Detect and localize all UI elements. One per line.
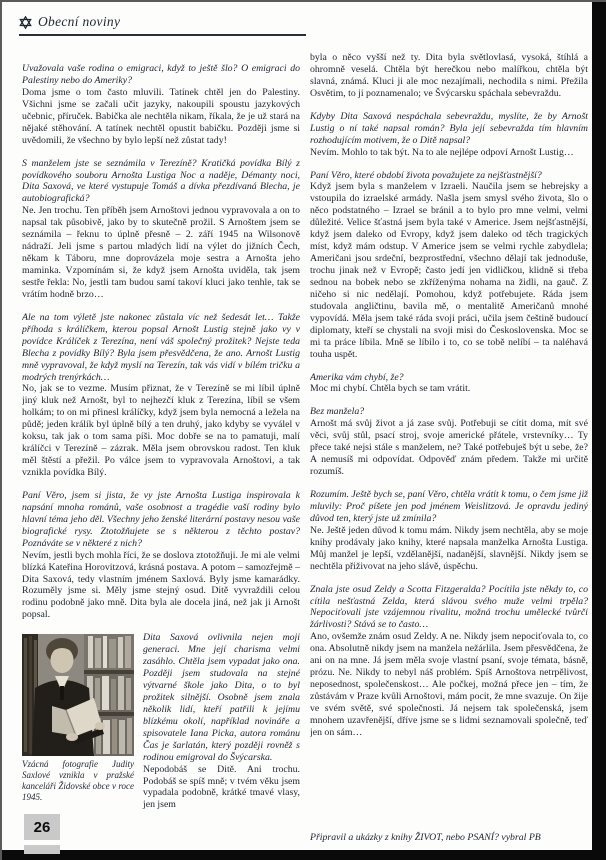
interview-question: Znala jste osud Zeldy a Scotta Fitzgeralda? Pocítila jste někdy to, co cítila nešťastná Zelda, která slávou svého muže velmi trpěla? Nepociťovali jste vzájemnou rivalitu, možná trochu umělecké tvůrčí žárlivosti? Stává se to často… <box>310 583 588 631</box>
interview-answer: Arnošt má svůj život a já zase svůj. Potřebuji se cítit doma, mít své věci, svůj stůl, psací stroj, svoje americké přátele, vrstevníky… Ty přece také nejsi stále s manželem, ne? Také potřebuješ být u sebe, že? A nemusíš mi odpovídat. Odpověď znám předem. Takže mi určitě rozumíš. <box>310 418 588 478</box>
photo-judita-saxlova <box>22 634 134 802</box>
right-column <box>310 52 588 846</box>
interview-answer: Nepodobáš se Ditě. Ani trochu. Podobáš se spíš mně; v tvém věku jsem vypadala podobně, krátké tmavé vlasy, jen jsem <box>143 763 300 811</box>
page-header <box>19 14 306 36</box>
interview-answer: Ano, ovšemže znám osud Zeldy. A ne. Nikdy jsem nepociťovala to, co ona. Absolutně nikdy jsem na manžela nežárlila. Jsem přesvědčena, že ani on na mne. Já jsem měla svoje vlastní psaní, svoje témata, básně, prózu. Ne. Nikdy to nebyl náš problém. Spíš Arnoštova netrpělivost, neposednost, společenskost… Ale počkej, možná přece jen – tím, že zůstávám v Praze kvůli Arnoštovi, mám pocit, že mne svazuje. On žije ve svém světě, své společnosti. Já nejsem tak společenská, jsem mnohem uzavřenější, dříve jsme se s lidmi seznamovali společně, teď jen on sám… <box>310 631 588 738</box>
photo-caption: Vzácná fotografie Judity Saxlové vznikla v pražské kanceláři Židovské obce v roce 1945. <box>22 759 134 802</box>
page-number-strip <box>24 845 60 854</box>
interview-answer: Ne. Jen trochu. Ten příběh jsem Arnoštovi jednou vypravovala a on to napsal tak působivě, jako by to skutečně prožil. S Arnoštem jsem se seznámila – řeknu to úplně přesně – 2. září 1945 na Wilsonově nádraží. Jeli jsme s partou mladých lidí na výlet do jižních Čech, někam k Táboru, mne doprovázela moje sestra a Arnošta jeho maminka. Vzpomínám si, že když jsem Arnošta uviděla, tak jsem sestře řekla: No, jestli tam budou samí takoví kluci jako tenhle, tak se vrátím hodně brzo… <box>22 205 300 300</box>
interview-question: Kdyby Dita Saxová nespáchala sebevraždu, myslíte, že by Arnošt Lustig o ní také napsal román? Byla její sebevražda tím hlavním rozhodujícím motivem, že o Ditě napsal? <box>310 110 588 146</box>
interview-question: Amerika vám chybí, že? <box>310 371 404 383</box>
star-of-david-icon <box>19 16 32 29</box>
article-body <box>22 52 588 846</box>
interview-answer: Doma jsme o tom často mluvili. Tatínek chtěl jen do Palestiny. Všichni jsme se začali učit jazyky, nakoupili spoustu jazykových učebnic, příruček. Babička ale nechtěla nikam, říkala, že je už stará na nějaké stěhování. A tatínek nechtěl opustit babičku. Později jsme si uvědomili, že všechno by bylo lepší než zůstat tady! <box>22 86 300 146</box>
credit-line: Připravil a ukázky z knihy ŽIVOT, nebo PSANÍ? vybral PB <box>310 832 541 844</box>
page-title: Obecní noviny <box>38 14 121 29</box>
interview-question: Uvažovala vaše rodina o emigraci, když to ještě šlo? O emigraci do Palestiny nebo do Ameriky? <box>22 63 300 86</box>
photo-section <box>22 632 300 811</box>
interview-answer: Moc mi chybí. Chtěla bych se tam vrátit. <box>310 383 471 395</box>
interview-question: Paní Věro, které období života považujete za nejšťastnější? <box>310 169 542 181</box>
interview-question: Ale na tom výletě jste nakonec zůstala víc než šedesát let… Takže příhoda s králíčkem, kterou popsal Arnošt Lustig stejně jako vy v povídce Králíček z Terezína, není váš společný prožitek? Nejste teda Blecha z povídky Bílý? Byla jsem přesvědčena, že ano. Arnošt Lustig mně vypravoval, že když myslí na Terezín, tak vás vidí v bílém tričku a modrých trenýrkách… <box>22 311 300 383</box>
photo-image <box>22 634 134 756</box>
page-number-block <box>24 814 60 854</box>
interview-question: Rozumím. Ještě bych se, paní Věro, chtěla vrátit k tomu, o čem jsme již mluvily: Proč píšete jen pod jménem Weislitzová. Je opravdu jediný důvod ten, který jste už zmínila? <box>310 489 588 524</box>
scan-edge-right <box>592 2 606 860</box>
scan-edge-bottom <box>2 850 606 860</box>
interview-answer: Nevím. Mohlo to tak být. Na to ale nejlépe odpoví Arnošt Lustig… <box>310 146 574 158</box>
left-column <box>22 52 300 846</box>
interview-question: Dita Saxová ovlivnila nejen moji generaci. Mne její charisma velmi zasáhlo. Chtěla jsem vypadat jako ona. Později jsem studovala na stejné výtvarné škole jako Dita, o to byl prožitek silnější. Osobně jsem znala několik lidí, kteří patřili k jejímu blízkému okolí, například novináře a spisovatele Iana Picka, autora románu Čas je šarlatán, který později rovněž s rodinou emigroval do Švýcarska. <box>143 632 300 763</box>
interview-answer: Ne. Ještě jeden důvod k tomu mám. Nikdy jsem nechtěla, aby se moje knihy prodávaly jako knihy, které napsala manželka Arnošta Lustiga. Můj manžel je lepší, vzdělanější, nadanější, slavnější. Nikdy jsem se nechtěla přiživovat na jeho slávě, úspěchu. <box>310 524 588 572</box>
page-number: 26 <box>24 814 60 840</box>
interview-question: S manželem jste se seznámila v Terezíně? Kratičká povídka Bílý z povídkového souboru Arnošta Lustiga Noc a naděje, Démanty noci, Dita Saxová, ve které vystupuje Tomáš a dívka přezdívaná Blecha, je autobiografická? <box>22 157 300 205</box>
interview-answer: byla o něco vyšší než ty. Dita byla světlovlasá, vysoká, štíhlá a ohromně veselá. Chtěla být herečkou nebo malířkou, chtěla být slavná, známá. Kluci ji ale moc nezajímali, nechodila s nimi. Přežila Osvětim, to ji poznamenalo; ve Švýcarsku spáchala sebevraždu. <box>310 52 588 99</box>
interview-answer: Když jsem byla s manželem v Izraeli. Naučila jsem se hebrejsky a vstoupila do izraelské armády. Našla jsem smysl svého života, šlo o něco podstatného – Izrael se bránil a to bylo pro mne velmi, velmi důležité. Velice šťastná jsem byla také v Americe. Jsem nejšťastnější, když jsem daleko od Evropy, když jsem daleko od těch tragických míst, když mám odstup. V Americe jsem se velmi rychle zabydlela; Američani jsou srdeční, bezprostřední, všechno dělají tak jednoduše, trochu jinak než v Evropě; často jedí jen vidličkou, klidně si třeba sednou na bobek nebo se zkříženýma nohama na židli, na gauč. Z ničeho si nic nedělají. Pomohou, když potřebujete. Ráda jsem studovala angličtinu, bavila mě, o mentalitě Američanů mnohé vypovídá. Měla jsem také ráda svoji práci, učila jsem češtině budoucí diplomaty, kteří se chystali na svoji misi do Československa. Moc se mi ta práce líbila. Mně se líbilo i to, co se tobě nelíbí – ta naléhavá touha uspět. <box>310 181 588 360</box>
interview-question: Paní Věro, jsem si jista, že vy jste Arnošta Lustiga inspirovala k napsání mnoha románů, vaše osobnost a tragédie vaší rodiny bylo hlavní téma jeho děl. Všechny jeho ženské literární postavy nesou vaše biografické rysy. Ztotožňujete se s některou z těchto postav? Poznáváte se v některé z nich? <box>22 489 300 549</box>
interview-question: Bez manžela? <box>310 406 365 418</box>
interview-answer: Nevím, jestli bych mohla říci, že se doslova ztotožňuji. Je mi ale velmi blízká Kateřina Horovitzová, krásná postava. A potom – samozřejmě – Dita Saxová, tedy vlastním jménem Saxlová. Byly jsme kamarádky. Rozuměly jsme si. Měly jsme stejný osud. Ditě vyvraždili celou rodinu podobně jako mně. Dita byla ale docela jiná, než jak ji Arnošt popsal. <box>22 549 300 621</box>
interview-answer: No, jak se to vezme. Musím přiznat, že v Terezíně se mi líbil úplně jiný kluk než Arnošt, byl to nejhezčí kluk z Terezína, líbil se všem holkám; to on mi přinesl králíčky, když jsem byla nemocná a ležela na půdě; jeden králík byl úplně bílý a ten druhý, jako kdyby se vyválel v koksu, tak jak o tom sama píši. Moc dobře se na to pamatuji, malí králíčci v Terezíně – zázrak. Měla jsem obrovskou radost. Ten kluk měl štěstí a přežil. Po válce jsem to vypravovala Arnoštovi, a tak vznikla povídka Bílý. <box>22 383 300 478</box>
